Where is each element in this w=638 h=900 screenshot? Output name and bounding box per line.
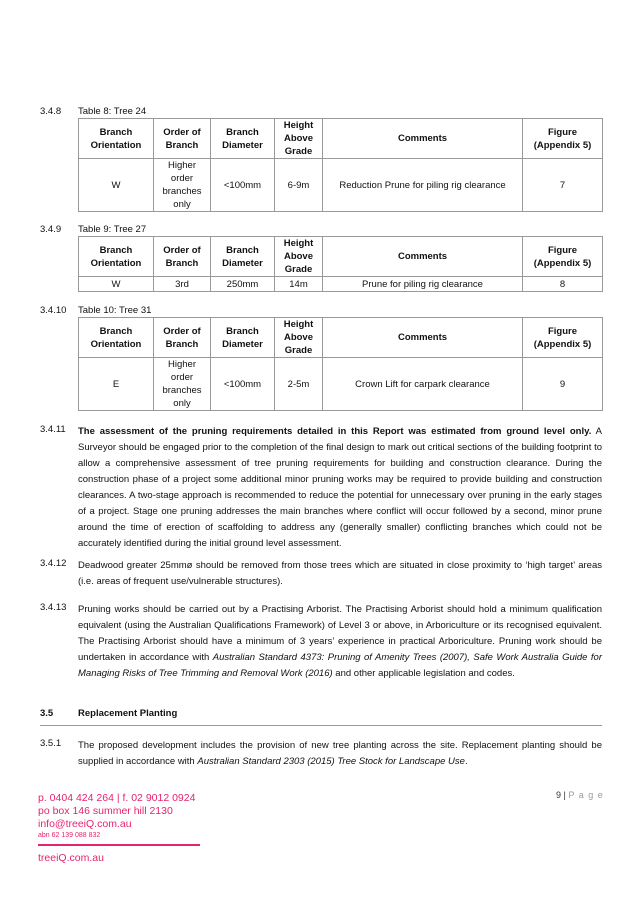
page-label: P a g e: [568, 790, 604, 800]
cell-orientation: E: [79, 358, 154, 411]
header-order: Order of Branch: [154, 318, 211, 358]
section-number: 3.5: [40, 708, 54, 719]
header-orientation: Branch Orientation: [79, 119, 154, 159]
cell-order: Higher order branches only: [154, 159, 211, 212]
table-caption: Table 8: Tree 24: [78, 106, 147, 117]
header-order: Order of Branch: [154, 119, 211, 159]
standards-reference: Australian Standard 2303 (2015) Tree Stock for Landscape Use: [197, 756, 465, 767]
paragraph-text: and other applicable legislation and codes.: [332, 668, 515, 679]
cell-diameter: 250mm: [211, 277, 275, 292]
header-order: Order of Branch: [154, 237, 211, 277]
header-figure: Figure (Appendix 5): [523, 318, 603, 358]
cell-figure: 8: [523, 277, 603, 292]
cell-figure: 9: [523, 358, 603, 411]
tree-24-table: [78, 118, 603, 212]
paragraph-text: The proposed development includes the provision of new tree planting across the site. Replacement planting should be supplied in accordance with: [78, 740, 602, 767]
cell-diameter: <100mm: [211, 159, 275, 212]
paragraph-3-4-12: Deadwood greater 25mmø should be removed from those trees which are situated in close proximity to ‘high target’ areas (i.e. areas of frequent use/vulnerable structures).: [78, 560, 602, 587]
header-orientation: Branch Orientation: [79, 237, 154, 277]
table-row: [79, 159, 603, 212]
paragraph-text: .: [464, 756, 468, 767]
footer-abn: abn 62 139 088 832: [38, 832, 101, 839]
page-separator: |: [561, 790, 569, 800]
header-orientation: Branch Orientation: [79, 318, 154, 358]
cell-comments: Prune for piling rig clearance: [323, 277, 523, 292]
section-number: 3.4.8: [40, 106, 62, 117]
paragraph-3-4-13: [78, 602, 602, 682]
cell-order: 3rd: [154, 277, 211, 292]
header-diameter: Branch Diameter: [211, 237, 275, 277]
cell-comments: Crown Lift for carpark clearance: [323, 358, 523, 411]
header-figure: Figure (Appendix 5): [523, 237, 603, 277]
section-number: 3.4.11: [40, 424, 66, 435]
header-figure: Figure (Appendix 5): [523, 119, 603, 159]
cell-orientation: W: [79, 159, 154, 212]
header-comments: Comments: [323, 237, 523, 277]
paragraph-text: A Surveyor should be engaged prior to the completion of the final design to mark out critical sections of the building footprint to allow a comprehensive assessment of tree pruning requirements for building and construction clearance. During the construction phase of a project some additional minor pruning works may be required to provide building and construction clearances. A two-stage approach is recommended to reduce the potential for unnecessary over pruning in the early stages of a project. Stage one pruning addresses the main branches where conflict will occur followed by a second, minor prune around the time of erection of scaffolding to address any (generally smaller) conflicting branches which could not be accurately identified during the initial ground level assessment.: [78, 426, 603, 549]
section-number: 3.4.13: [40, 602, 67, 613]
page-number: [556, 790, 604, 800]
header-diameter: Branch Diameter: [211, 318, 275, 358]
table-caption: Table 10: Tree 31: [78, 305, 152, 316]
section-number: 3.4.10: [40, 305, 67, 316]
section-number: 3.4.9: [40, 224, 62, 235]
table-caption: Table 9: Tree 27: [78, 224, 147, 235]
cell-height: 2-5m: [275, 358, 323, 411]
cell-height: 6-9m: [275, 159, 323, 212]
table-row: [79, 277, 603, 292]
section-number: 3.5.1: [40, 738, 62, 749]
cell-comments: Reduction Prune for piling rig clearance: [323, 159, 523, 212]
bold-statement: The assessment of the pruning requirements detailed in this Report was estimated from ground level only.: [78, 426, 592, 437]
paragraph-3-4-11: [78, 424, 602, 552]
footer-address: po box 146 summer hill 2130: [38, 805, 173, 817]
paragraph-3-5-1: [78, 738, 602, 770]
tree-31-table: [78, 317, 603, 411]
header-height: Height Above Grade: [275, 119, 323, 159]
paragraph-text: Pruning works should be carried out by a Practising Arborist. The Practising Arborist should hold a minimum qualification equivalent (using the Australian Qualifications Framework) of Level 3 or above, in Arboriculture or its recognised equivalent. The Practising Arborist should have a minimum of 3 years’ experience in practical Arboriculture. Pruning work should be undertaken in accordance with: [78, 604, 602, 663]
section-divider: [40, 725, 602, 726]
table-row: [79, 358, 603, 411]
header-height: Height Above Grade: [275, 237, 323, 277]
section-number: 3.4.12: [40, 558, 67, 569]
page-number-value: 9: [556, 790, 562, 800]
cell-orientation: W: [79, 277, 154, 292]
header-height: Height Above Grade: [275, 318, 323, 358]
header-comments: Comments: [323, 318, 523, 358]
cell-order: Higher order branches only: [154, 358, 211, 411]
header-comments: Comments: [323, 119, 523, 159]
section-heading: Replacement Planting: [78, 708, 178, 719]
cell-height: 14m: [275, 277, 323, 292]
tree-27-table: [78, 236, 603, 292]
footer-email[interactable]: info@treeiQ.com.au: [38, 818, 132, 830]
footer-phone: p. 0404 424 264 | f. 02 9012 0924: [38, 792, 196, 804]
footer-website[interactable]: treeiQ.com.au: [38, 852, 104, 864]
cell-diameter: <100mm: [211, 358, 275, 411]
header-diameter: Branch Diameter: [211, 119, 275, 159]
standards-reference: Australian Standard 4373: Pruning of Amenity Trees (2007), Safe Work Australia Guide for Managing Risks of Tree Trimming and Removal Work (2016): [78, 652, 602, 679]
footer-divider: [38, 844, 200, 846]
cell-figure: 7: [523, 159, 603, 212]
